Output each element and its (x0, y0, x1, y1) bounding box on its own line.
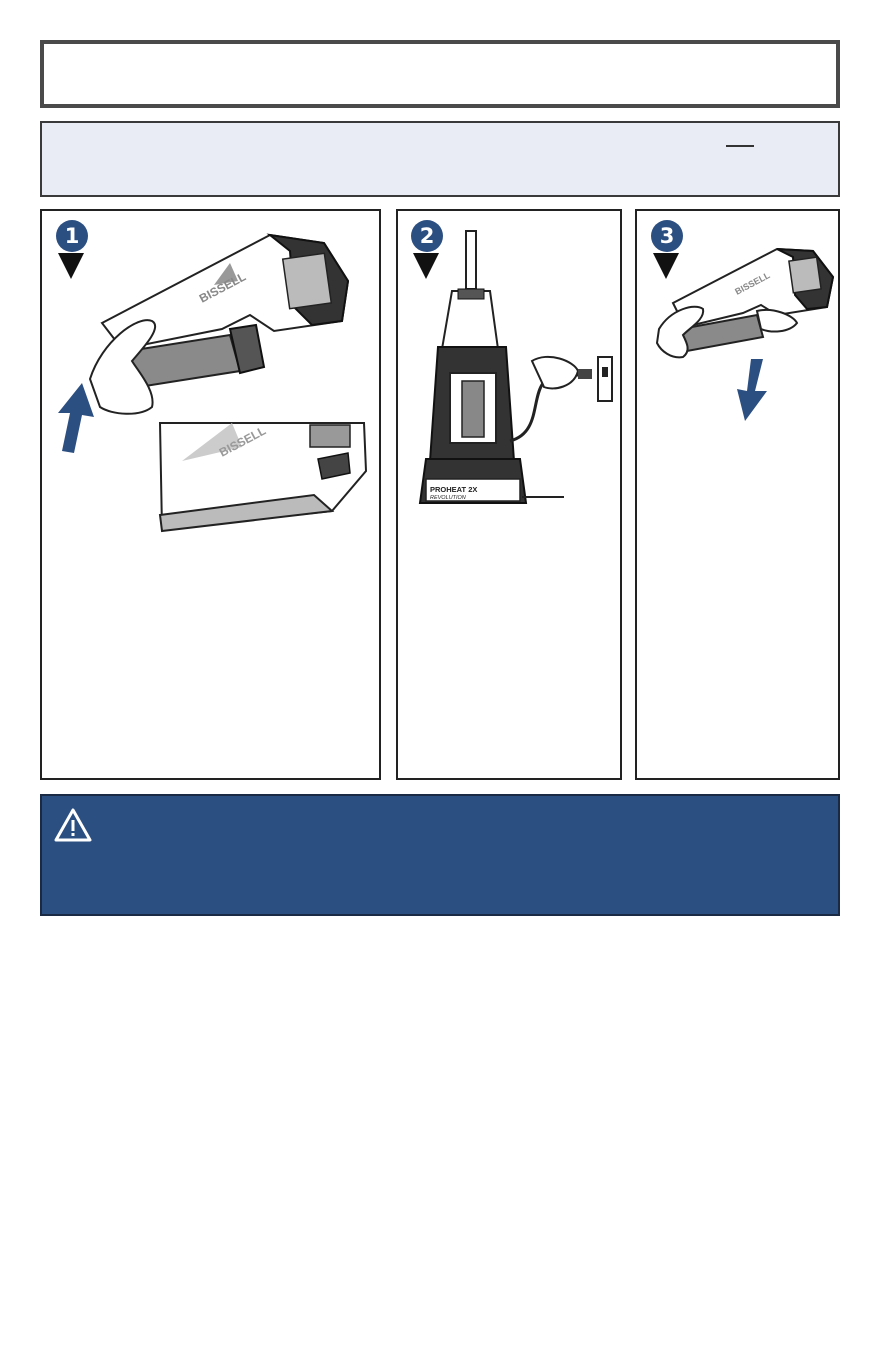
step-2-number: 2 (419, 224, 435, 248)
step-1-panel (40, 209, 381, 780)
step-2-model-sub-label: REVOLUTION (430, 495, 466, 501)
step-2-model-label: PROHEAT 2X (430, 485, 478, 494)
warning-box (40, 794, 840, 916)
step-2-illustration (398, 211, 624, 521)
warning-triangle-icon (53, 807, 93, 843)
step-1-brand-upper: BISSELL (196, 269, 249, 306)
step-1-number: 1 (64, 224, 80, 248)
step-1-brand-lower: BISSELL (216, 423, 269, 460)
note-underline-mark (726, 145, 754, 147)
step-3-number: 3 (659, 224, 675, 248)
note-box (40, 121, 840, 197)
step-3-illustration (637, 211, 842, 441)
title-box (40, 40, 840, 108)
step-3-panel (635, 209, 840, 780)
step-1-illustration (42, 211, 383, 541)
step-2-panel (396, 209, 622, 780)
step-3-brand-label: BISSELL (733, 270, 772, 297)
